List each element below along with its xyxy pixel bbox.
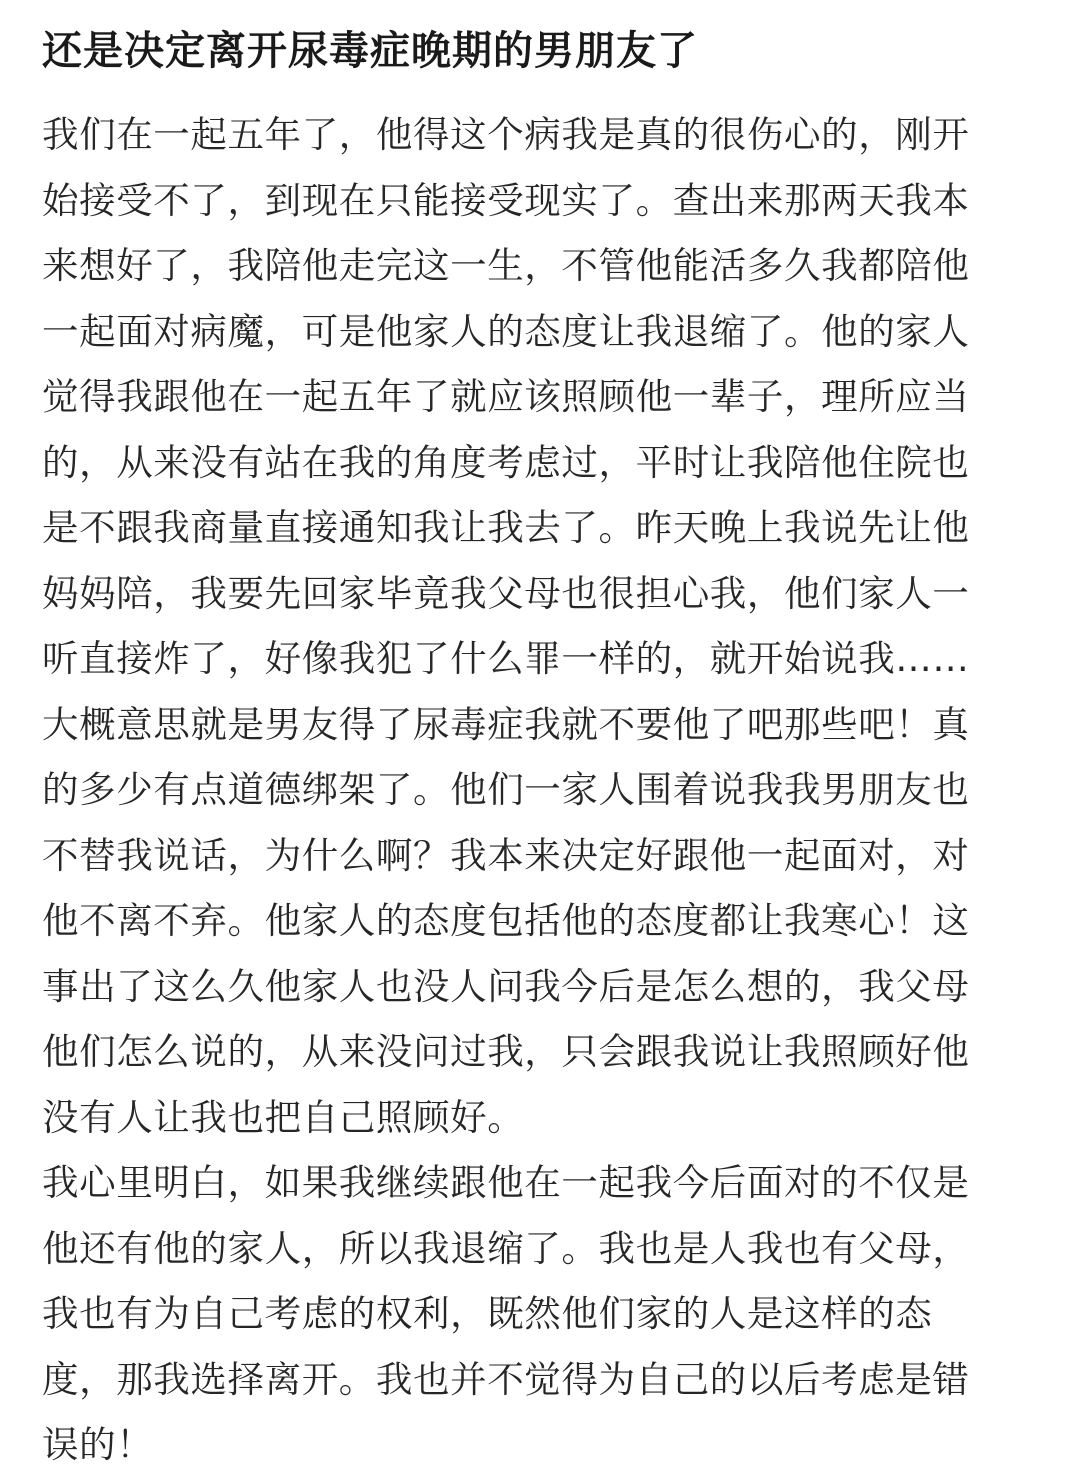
post-line: 大概意思就是男友得了尿毒症我就不要他了吧那些吧！真 — [42, 702, 970, 746]
post-line: 妈妈陪，我要先回家毕竟我父母也很担心我，他们家人一 — [42, 571, 970, 615]
post-line: 他不离不弃。他家人的态度包括他的态度都让我寒心！这 — [42, 899, 970, 942]
post-line: 事出了这么久他家人也没人问我今后是怎么想的，我父母 — [42, 964, 970, 1008]
post-line: 始接受不了，到现在只能接受现实了。查出来那两天我本 — [42, 178, 970, 222]
post-line: 我心里明白，如果我继续跟他在一起我今后面对的不仅是 — [42, 1161, 970, 1204]
post-line: 的，从来没有站在我的角度考虑过，平时让我陪他住院也 — [42, 440, 970, 484]
post-line: 度，那我选择离开。我也并不觉得为自己的以后考虑是错 — [42, 1357, 970, 1401]
post-title: 还是决定离开尿毒症晚期的男朋友了 — [42, 28, 698, 74]
post-line: 没有人让我也把自己照顾好。 — [42, 1095, 525, 1139]
post-line: 我也有为自己考虑的权利，既然他们家的人是这样的态 — [42, 1292, 933, 1335]
post-body — [42, 102, 1040, 1478]
post-line: 他还有他的家人，所以我退缩了。我也是人我也有父母， — [42, 1226, 970, 1270]
post-line: 他们怎么说的，从来没问过我，只会跟我说让我照顾好他 — [42, 1030, 970, 1073]
post-line: 来想好了，我陪他走完这一生，不管他能活多久我都陪他 — [42, 244, 970, 287]
post-line: 我们在一起五年了，他得这个病我是真的很伤心的，刚开 — [42, 113, 970, 156]
post-line: 听直接炸了，好像我犯了什么罪一样的，就开始说我…… — [42, 637, 970, 680]
post-line: 的多少有点道德绑架了。他们一家人围着说我我男朋友也 — [42, 768, 970, 811]
post-line: 误的！ — [42, 1423, 154, 1466]
post-line: 一起面对病魔，可是他家人的态度让我退缩了。他的家人 — [42, 309, 970, 353]
post-line: 不替我说话，为什么啊？我本来决定好跟他一起面对，对 — [42, 833, 970, 877]
post-line: 觉得我跟他在一起五年了就应该照顾他一辈子，理所应当 — [42, 375, 970, 418]
post-line: 是不跟我商量直接通知我让我去了。昨天晚上我说先让他 — [42, 506, 970, 549]
